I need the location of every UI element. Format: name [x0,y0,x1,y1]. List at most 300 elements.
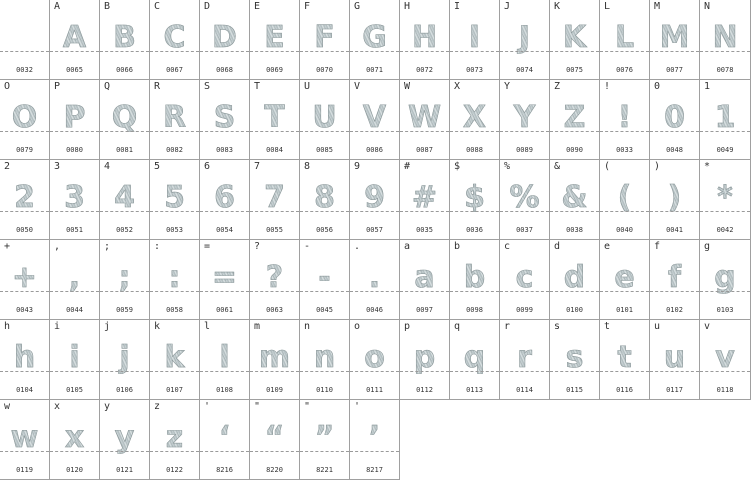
baseline-guide [100,451,149,452]
glyph-sample: W [400,100,449,136]
glyph-code: 0113 [466,386,483,394]
glyph-sample: w [0,420,49,456]
glyph-char-label: Y [504,81,511,92]
glyph-char-label: 8 [304,161,311,172]
glyph-cell [350,400,400,480]
glyph-cell [400,240,450,320]
glyph-code: 0056 [316,226,333,234]
glyph-code: 8220 [266,466,283,474]
glyph-sample: l [200,340,249,376]
glyph-sample: % [500,180,549,216]
glyph-cell [700,240,751,320]
baseline-guide [550,371,599,372]
glyph-char-label: x [54,401,61,412]
glyph-code: 0084 [266,146,283,154]
glyph-sample: . [350,260,399,296]
glyph-char-label: , [54,241,61,252]
baseline-guide [400,51,449,52]
glyph-sample: , [50,260,99,296]
baseline-guide [350,291,399,292]
baseline-guide [400,211,449,212]
glyph-cell [350,240,400,320]
baseline-guide [100,51,149,52]
glyph-char-label: n [304,321,311,332]
glyph-cell [150,400,200,480]
glyph-char-label: 5 [154,161,161,172]
baseline-guide [650,51,699,52]
baseline-guide [200,291,249,292]
glyph-cell [550,80,600,160]
glyph-char-label: h [4,321,11,332]
baseline-guide [350,131,399,132]
glyph-sample: m [250,340,299,376]
glyph-cell [250,320,300,400]
glyph-code: 0111 [366,386,383,394]
baseline-guide [600,51,649,52]
glyph-char-label: b [454,241,461,252]
glyph-sample: P [50,100,99,136]
glyph-code: 0122 [166,466,183,474]
glyph-code: 0054 [216,226,233,234]
glyph-code: 0068 [216,66,233,74]
glyph-code: 0050 [16,226,33,234]
glyph-char-label: : [154,241,161,252]
glyph-char-label: H [404,1,411,12]
glyph-cell [150,80,200,160]
baseline-guide [50,451,99,452]
glyph-char-label: # [404,161,411,172]
glyph-char-label: * [704,161,711,172]
glyph-code: 0079 [16,146,33,154]
glyph-sample: X [450,100,499,136]
glyph-cell [450,160,500,240]
glyph-code: 0033 [616,146,633,154]
glyph-cell [400,0,450,80]
glyph-cell [0,0,50,80]
glyph-char-label: ) [654,161,661,172]
glyph-cell [700,80,751,160]
glyph-cell [200,160,250,240]
glyph-code: 0067 [166,66,183,74]
glyph-char-label: K [554,1,561,12]
glyph-sample: ( [600,180,649,216]
glyph-char-label: E [254,1,261,12]
glyph-code: 0040 [616,226,633,234]
glyph-cell [400,160,450,240]
baseline-guide [150,51,199,52]
baseline-guide [700,371,750,372]
glyph-char-label: e [604,241,611,252]
glyph-sample: b [450,260,499,296]
glyph-cell [550,240,600,320]
glyph-code: 0102 [666,306,683,314]
baseline-guide [550,291,599,292]
glyph-code: 0066 [116,66,133,74]
glyph-sample: 0 [650,100,699,136]
glyph-sample: d [550,260,599,296]
glyph-code: 0041 [666,226,683,234]
glyph-sample: j [100,340,149,376]
glyph-code: 0105 [66,386,83,394]
glyph-char-label: ( [604,161,611,172]
glyph-char-label: - [304,241,311,252]
baseline-guide [700,131,750,132]
glyph-code: 8217 [366,466,383,474]
baseline-guide [550,51,599,52]
glyph-code: 0032 [16,66,33,74]
glyph-char-label: 7 [254,161,261,172]
baseline-guide [450,131,499,132]
glyph-code: 0035 [416,226,433,234]
glyph-sample: O [0,100,49,136]
glyph-code: 0106 [116,386,133,394]
glyph-char-label: 0 [654,81,661,92]
glyph-cell [0,400,50,480]
baseline-guide [450,211,499,212]
glyph-sample: T [250,100,299,136]
glyph-cell [550,160,600,240]
glyph-sample: 5 [150,180,199,216]
glyph-sample: : [150,260,199,296]
glyph-char-label: 1 [704,81,711,92]
glyph-cell [450,240,500,320]
glyph-char-label: = [204,241,211,252]
baseline-guide [100,371,149,372]
glyph-sample: s [550,340,599,376]
glyph-sample: I [450,20,499,56]
glyph-cell [300,320,350,400]
baseline-guide [50,291,99,292]
baseline-guide [250,211,299,212]
glyph-char-label: m [254,321,261,332]
baseline-guide [250,291,299,292]
glyph-code: 0046 [366,306,383,314]
glyph-sample: M [650,20,699,56]
glyph-char-label: O [4,81,11,92]
glyph-code: 0089 [516,146,533,154]
glyph-char-label: z [154,401,161,412]
glyph-char-label: P [54,81,61,92]
glyph-code: 0100 [566,306,583,314]
glyph-sample: z [150,420,199,456]
baseline-guide [250,51,299,52]
glyph-cell [250,80,300,160]
glyph-code: 0101 [616,306,633,314]
glyph-sample: ) [650,180,699,216]
glyph-char-label: q [454,321,461,332]
glyph-cell [700,160,751,240]
glyph-char-label: Z [554,81,561,92]
glyph-sample: S [200,100,249,136]
glyph-cell [300,160,350,240]
glyph-char-label: V [354,81,361,92]
glyph-sample: = [200,260,249,296]
glyph-cell [300,400,350,480]
glyph-char-label: L [604,1,611,12]
glyph-code: 0099 [516,306,533,314]
glyph-code: 0081 [116,146,133,154]
glyph-char-label: c [504,241,511,252]
glyph-code: 0075 [566,66,583,74]
glyph-code: 0057 [366,226,383,234]
glyph-sample: E [250,20,299,56]
glyph-sample: Y [500,100,549,136]
glyph-code: 0098 [466,306,483,314]
glyph-cell [700,320,751,400]
glyph-char-label: M [654,1,661,12]
glyph-cell [0,160,50,240]
glyph-code: 0076 [616,66,633,74]
baseline-guide [300,451,349,452]
glyph-code: 0115 [566,386,583,394]
glyph-sample: B [100,20,149,56]
glyph-code: 0053 [166,226,183,234]
glyph-sample: Z [550,100,599,136]
baseline-guide [650,291,699,292]
baseline-guide [300,291,349,292]
glyph-cell [450,80,500,160]
glyph-code: 0058 [166,306,183,314]
glyph-sample: ” [300,420,349,456]
baseline-guide [0,291,49,292]
glyph-sample: ’ [350,420,399,456]
glyph-cell [50,80,100,160]
glyph-char-label: B [104,1,111,12]
glyph-code: 0117 [666,386,683,394]
glyph-sample: “ [250,420,299,456]
glyph-char-label: f [654,241,661,252]
glyph-code: 0063 [266,306,283,314]
baseline-guide [200,371,249,372]
glyph-cell [100,0,150,80]
glyph-cell [0,80,50,160]
baseline-guide [700,51,750,52]
glyph-code: 0112 [416,386,433,394]
glyph-code: 0038 [566,226,583,234]
baseline-guide [650,371,699,372]
glyph-code: 0048 [666,146,683,154]
baseline-guide [150,291,199,292]
glyph-cell [50,160,100,240]
glyph-cell [650,240,700,320]
glyph-code: 8216 [216,466,233,474]
glyph-char-label: r [504,321,511,332]
glyph-code: 0082 [166,146,183,154]
glyph-code: 0037 [516,226,533,234]
glyph-sample: g [700,260,750,296]
glyph-char-label: F [304,1,311,12]
baseline-guide [600,291,649,292]
glyph-sample: v [700,340,750,376]
baseline-guide [700,291,750,292]
glyph-sample: 6 [200,180,249,216]
glyph-code: 0107 [166,386,183,394]
glyph-code: 0097 [416,306,433,314]
glyph-cell [100,160,150,240]
glyph-cell [600,80,650,160]
glyph-code: 0043 [16,306,33,314]
glyph-code: 0055 [266,226,283,234]
glyph-sample: G [350,20,399,56]
glyph-char-label: G [354,1,361,12]
glyph-char-label: 3 [54,161,61,172]
glyph-code: 0061 [216,306,233,314]
glyph-code: 0116 [616,386,633,394]
baseline-guide [100,211,149,212]
glyph-cell [200,400,250,480]
glyph-char-label: k [154,321,161,332]
glyph-sample: * [700,180,750,216]
baseline-guide [150,211,199,212]
glyph-char-label: 9 [354,161,361,172]
baseline-guide [600,211,649,212]
baseline-guide [450,51,499,52]
glyph-code: 0071 [366,66,383,74]
baseline-guide [500,51,549,52]
glyph-char-label: & [554,161,561,172]
glyph-char-label: d [554,241,561,252]
glyph-sample: 2 [0,180,49,216]
glyph-sample: q [450,340,499,376]
glyph-char-label: % [504,161,511,172]
glyph-sample: # [400,180,449,216]
glyph-char-label: + [4,241,11,252]
glyph-sample: 4 [100,180,149,216]
glyph-char-label: i [54,321,61,332]
glyph-cell [350,0,400,80]
glyph-code: 0090 [566,146,583,154]
glyph-sample: U [300,100,349,136]
baseline-guide [0,451,49,452]
baseline-guide [350,371,399,372]
glyph-char-label: p [404,321,411,332]
glyph-code: 0077 [666,66,683,74]
baseline-guide [50,51,99,52]
glyph-cell [550,0,600,80]
glyph-code: 0065 [66,66,83,74]
glyph-cell [50,400,100,480]
glyph-char-label: . [354,241,361,252]
glyph-cell [450,320,500,400]
glyph-code: 0078 [716,66,734,74]
baseline-guide [400,291,449,292]
glyph-code: 0086 [366,146,383,154]
glyph-sample: - [300,260,349,296]
glyph-cell [0,240,50,320]
glyph-sample: a [400,260,449,296]
glyph-sample: 8 [300,180,349,216]
glyph-sample: N [700,20,750,56]
glyph-cell [0,320,50,400]
glyph-code: 0103 [716,306,734,314]
glyph-sample: k [150,340,199,376]
baseline-guide [0,51,49,52]
glyph-code: 0069 [266,66,283,74]
glyph-code: 0072 [416,66,433,74]
glyph-sample: ‘ [200,420,249,456]
glyph-char-label: U [304,81,311,92]
glyph-char-label: T [254,81,261,92]
glyph-code: 0114 [516,386,533,394]
baseline-guide [600,131,649,132]
glyph-cell [350,80,400,160]
baseline-guide [300,371,349,372]
glyph-char-label: w [4,401,11,412]
glyph-sample: h [0,340,49,376]
baseline-guide [350,211,399,212]
baseline-guide [50,131,99,132]
glyph-sample: f [650,260,699,296]
glyph-sample: ! [600,100,649,136]
baseline-guide [350,51,399,52]
glyph-sample: ; [100,260,149,296]
baseline-guide [300,51,349,52]
glyph-code: 0110 [316,386,333,394]
glyph-cell [650,320,700,400]
glyph-code: 0083 [216,146,233,154]
baseline-guide [300,131,349,132]
baseline-guide [500,291,549,292]
glyph-sample: L [600,20,649,56]
glyph-sample: n [300,340,349,376]
glyph-char-label: u [654,321,661,332]
baseline-guide [350,451,399,452]
glyph-code: 0044 [66,306,83,314]
glyph-code: 0118 [716,386,734,394]
glyph-cell [500,160,550,240]
glyph-char-label: ? [254,241,261,252]
glyph-sample: J [500,20,549,56]
glyph-code: 0108 [216,386,233,394]
glyph-sample: x [50,420,99,456]
glyph-cell [600,320,650,400]
glyph-cell [250,160,300,240]
glyph-code: 0104 [16,386,33,394]
baseline-guide [200,211,249,212]
glyph-code: 0049 [716,146,734,154]
glyph-char-label: g [704,241,711,252]
glyph-cell [200,320,250,400]
glyph-sample: & [550,180,599,216]
baseline-guide [100,131,149,132]
baseline-guide [500,371,549,372]
glyph-sample: 3 [50,180,99,216]
glyph-cell [250,240,300,320]
glyph-char-label: t [604,321,611,332]
glyph-sample: $ [450,180,499,216]
glyph-code: 8221 [316,466,333,474]
glyph-char-label: ' [204,401,211,412]
baseline-guide [250,451,299,452]
glyph-char-label: " [304,401,311,412]
glyph-cell [400,80,450,160]
glyph-cell [500,320,550,400]
glyph-char-label: 2 [4,161,11,172]
baseline-guide [150,371,199,372]
glyph-char-label: a [404,241,411,252]
baseline-guide [550,131,599,132]
glyph-sample: o [350,340,399,376]
glyph-cell [150,240,200,320]
glyph-char-label: Q [104,81,111,92]
glyph-char-label: ; [104,241,111,252]
baseline-guide [500,211,549,212]
baseline-guide [50,211,99,212]
glyph-char-label: A [54,1,61,12]
baseline-guide [400,371,449,372]
glyph-cell [500,80,550,160]
baseline-guide [0,131,49,132]
